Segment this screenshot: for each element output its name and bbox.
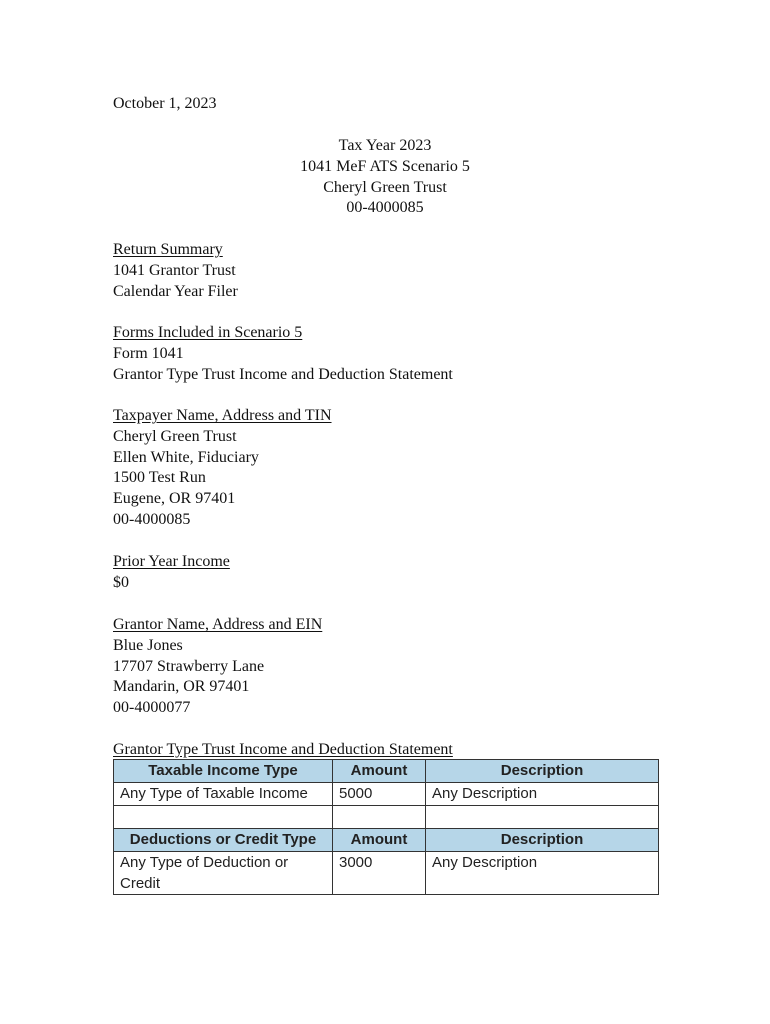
table-cell: Any Type of Taxable Income [114,783,333,806]
section-heading: Forms Included in Scenario 5 [113,324,303,341]
table-cell: 5000 [333,783,426,806]
section-line: Mandarin, OR 97401 [113,678,250,696]
column-header: Taxable Income Type [114,760,333,783]
column-header: Amount [333,829,426,852]
section-heading: Grantor Type Trust Income and Deduction Statement [113,741,453,758]
section-heading: Grantor Name, Address and EIN [113,616,323,633]
section-line: Ellen White, Fiduciary [113,448,259,466]
section-heading: Prior Year Income [113,553,230,570]
column-header: Description [426,760,659,783]
table-header-row [114,829,659,852]
column-header: Description [426,829,659,852]
section-line: Blue Jones [113,636,183,654]
column-header: Deductions or Credit Type [114,829,333,852]
table-cell [426,806,659,829]
table-cell [114,806,333,829]
taxpayer-section [113,406,332,531]
return-summary-section [113,240,238,302]
trust-tin: 00-4000085 [346,199,424,217]
table-cell: Any Description [426,783,659,806]
section-line: Calendar Year Filer [113,282,238,300]
section-line: 1500 Test Run [113,469,206,487]
grantor-section [113,615,322,719]
trust-name: Cheryl Green Trust [323,178,447,196]
section-line: 00-4000077 [113,699,191,717]
section-line: Cheryl Green Trust [113,427,237,445]
section-line: 00-4000085 [113,510,191,528]
section-line: 1041 Grantor Trust [113,261,236,279]
forms-included-section [113,323,453,385]
statement-table [113,759,659,895]
section-heading: Taxpayer Name, Address and TIN [113,407,332,424]
table-cell: Any Description [426,852,659,895]
prior-year-section [113,552,230,594]
table-cell [333,806,426,829]
section-line: Form 1041 [113,344,184,362]
scenario-title: 1041 MeF ATS Scenario 5 [300,157,470,175]
section-line: Grantor Type Trust Income and Deduction Statement [113,365,453,383]
column-header: Amount [333,760,426,783]
statement-section [113,740,453,761]
document-date: October 1, 2023 [113,95,217,112]
tax-year: Tax Year 2023 [338,137,432,154]
table-row [114,783,659,806]
table-header-row [114,760,659,783]
section-heading: Return Summary [113,241,223,258]
table-cell: 3000 [333,852,426,895]
document-header [0,136,770,219]
section-line: Eugene, OR 97401 [113,490,236,508]
section-line: $0 [113,573,129,591]
section-line: 17707 Strawberry Lane [113,657,265,675]
table-row [114,852,659,895]
table-row-empty [114,806,659,829]
table-cell: Any Type of Deduction or Credit [114,852,333,895]
